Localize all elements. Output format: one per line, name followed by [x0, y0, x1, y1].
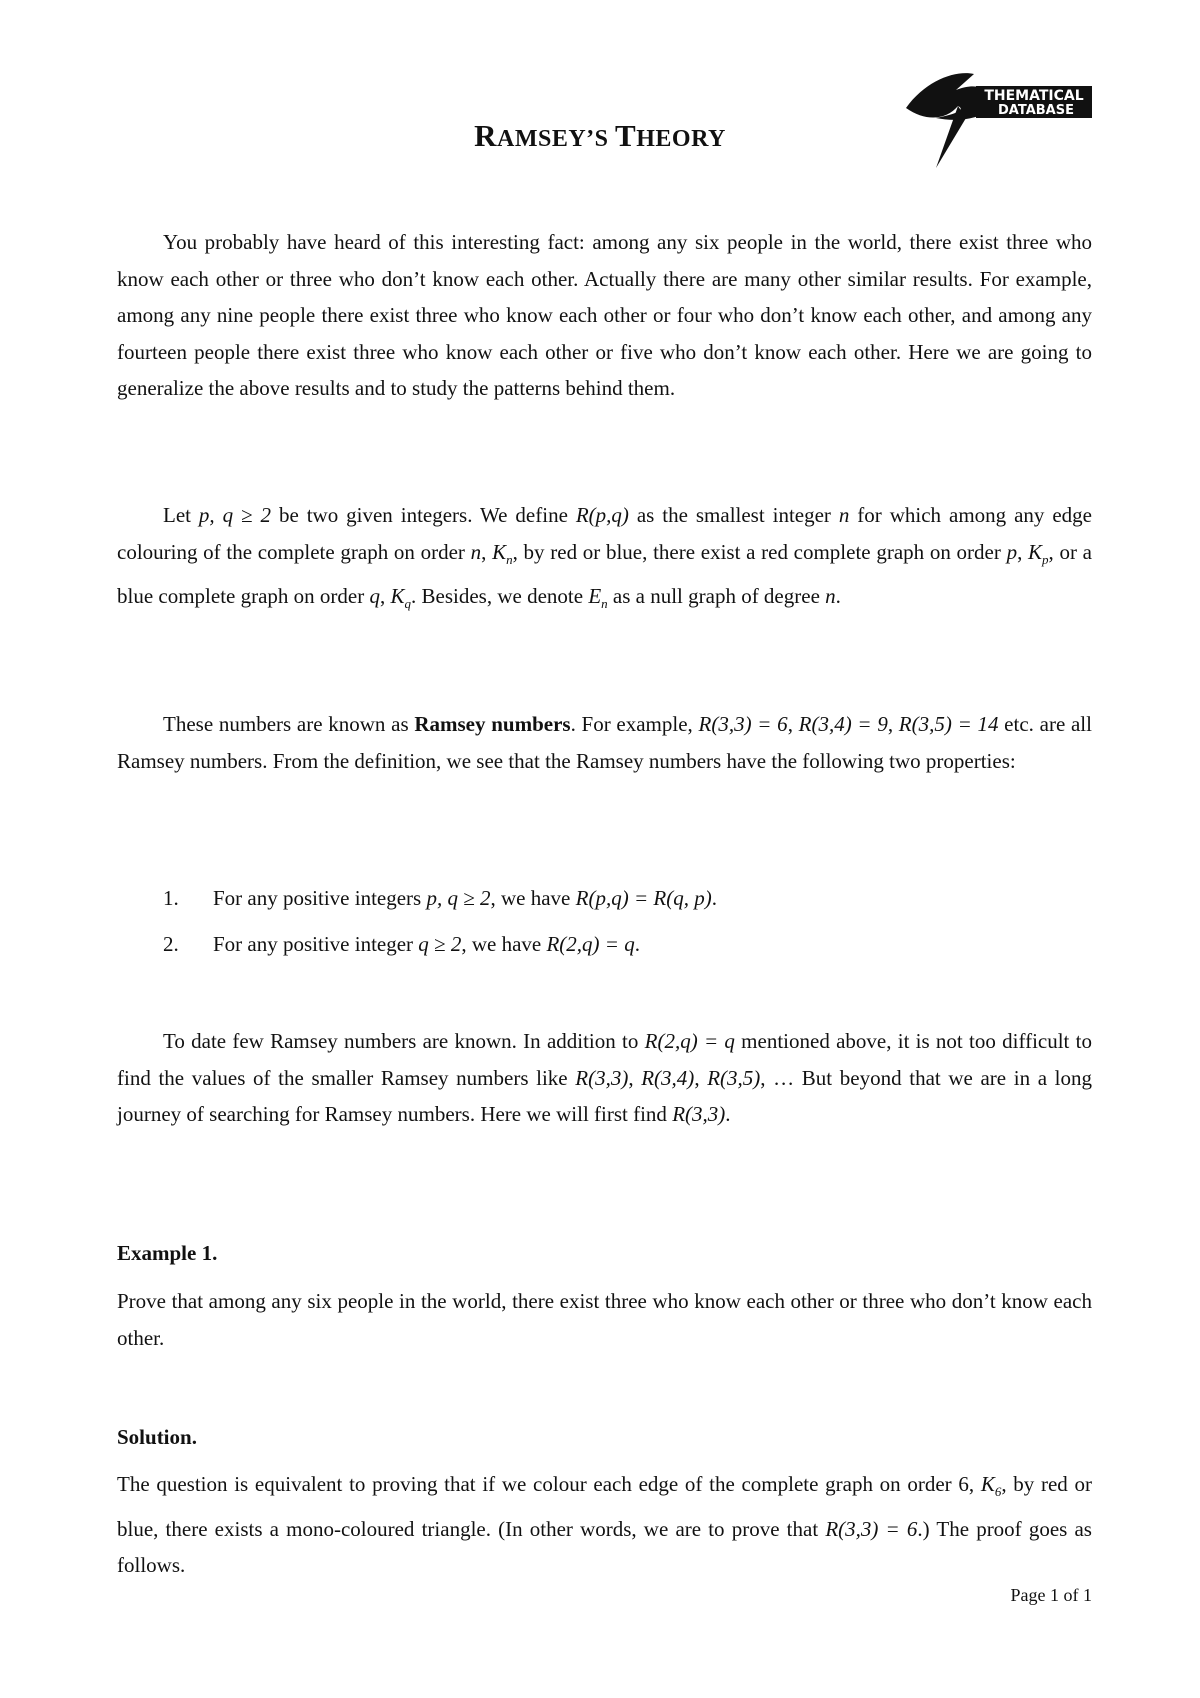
example-heading: Example 1.	[117, 1241, 218, 1265]
logo-text-bottom: DATABASE	[998, 103, 1074, 118]
ramsey-numbers-paragraph: These numbers are known as Ramsey numbers. For example, R(3,3) = 6, R(3,4) = 9, R(3,5) = 14 etc. are all Ramsey numbers. From the definition, we see that the Ramsey numbers have the following two properties:	[117, 712, 1092, 773]
known-numbers-paragraph: To date few Ramsey numbers are known. In addition to R(2,q) = q mentioned above, it is not too difficult to find the values of the smaller Ramsey numbers like R(3,3), R(3,4), R(3,5), … But beyond that we are in a long journey of searching for Ramsey numbers. Here we will first find R(3,3).	[117, 1029, 1093, 1126]
logo-text-top: THEMATICAL	[984, 88, 1084, 104]
document-page: THEMATICAL DATABASE RAMSEY’S THEORY You probably have heard of this interesting fact: among any six people in the world, there exist three who know each other or three who don’t know each other. Actually there are many other similar results. For example, among any nine people there exist three who know each other or four who don’t know each other, and among any fourteen people there exist three who know each other or five who don’t know each other. Here we are going to generalize the above results and to study the patterns behind them. Let p, q ≥ 2 be two given integers. We define R(p,q) as the smallest integer n for which among any edge colouring of the complete graph on order n, $K_n$, by red or blue, there exist a red complete graph on order p, $K_p$, or a blue complete graph on order q, $K_q$. Besides, we denote $E_n$ as a null graph of degree n. These numbers are known as Ramsey numbers. For example, R(3,3) = 6, R(3,4) = 9, R(3,5) = 14 etc. are all Ramsey numbers. From the definition, we see that the Ramsey numbers have the following two properties: 1. For any positive integers p, q ≥ 2, we have R(p,q) = R(q, p). 2. For any positive integer q ≥ 2, we have R(2,q) = q. To date few Ramsey numbers are known. In addition to R(2,q) = q mentioned above, it is not too difficult to find the values of the smaller Ramsey numbers like R(3,3), R(3,4), R(3,5), … But beyond that we are in a long journey of searching for Ramsey numbers. Here we will first find R(3,3). Example 1. Prove that among any six people in the world, there exist three who know each other or three who don’t know each other. Solution. The question is equivalent to proving that if we colour each edge of the complete graph on order 6, $K_6$, by red or blue, there exists a mono-coloured triangle. (In other words, we are to prove that R(3,3) = 6.) The proof goes as follows. Page 1 of 1	[0, 0, 1200, 1698]
solution-text: The question is equivalent to proving that if we colour each edge of the complete graph on order 6, $K_6$, by red or blue, there exists a mono-coloured triangle. (In other words, we are to prove that R(3,3) = 6.) The proof goes as follows.	[117, 1472, 1092, 1577]
example-text: Prove that among any six people in the world, there exist three who know each other or three who don’t know each other.	[117, 1289, 1092, 1350]
page-title: RAMSEY’S THEORY	[474, 118, 726, 153]
solution-heading: Solution.	[117, 1425, 197, 1449]
definition-paragraph: Let p, q ≥ 2 be two given integers. We define R(p,q) as the smallest integer n for which among any edge colouring of the complete graph on order n, $K_n$, by red or blue, there exist a red complete graph on order p, $K_p$, or a blue complete graph on order q, $K_q$. Besides, we denote $E_n$ as a null graph of degree n.	[117, 503, 1092, 611]
intro-paragraph: You probably have heard of this interesting fact: among any six people in the world, there exist three who know each other or three who don’t know each other. Actually there are many other similar results. For example, among any nine people there exist three who know each other or four who don’t know each other, and among any fourteen people there exist three who know each other or five who don’t know each other. Here we are going to generalize the above results and to study the patterns behind them.	[117, 230, 1092, 400]
page-number: Page 1 of 1	[1010, 1585, 1092, 1605]
